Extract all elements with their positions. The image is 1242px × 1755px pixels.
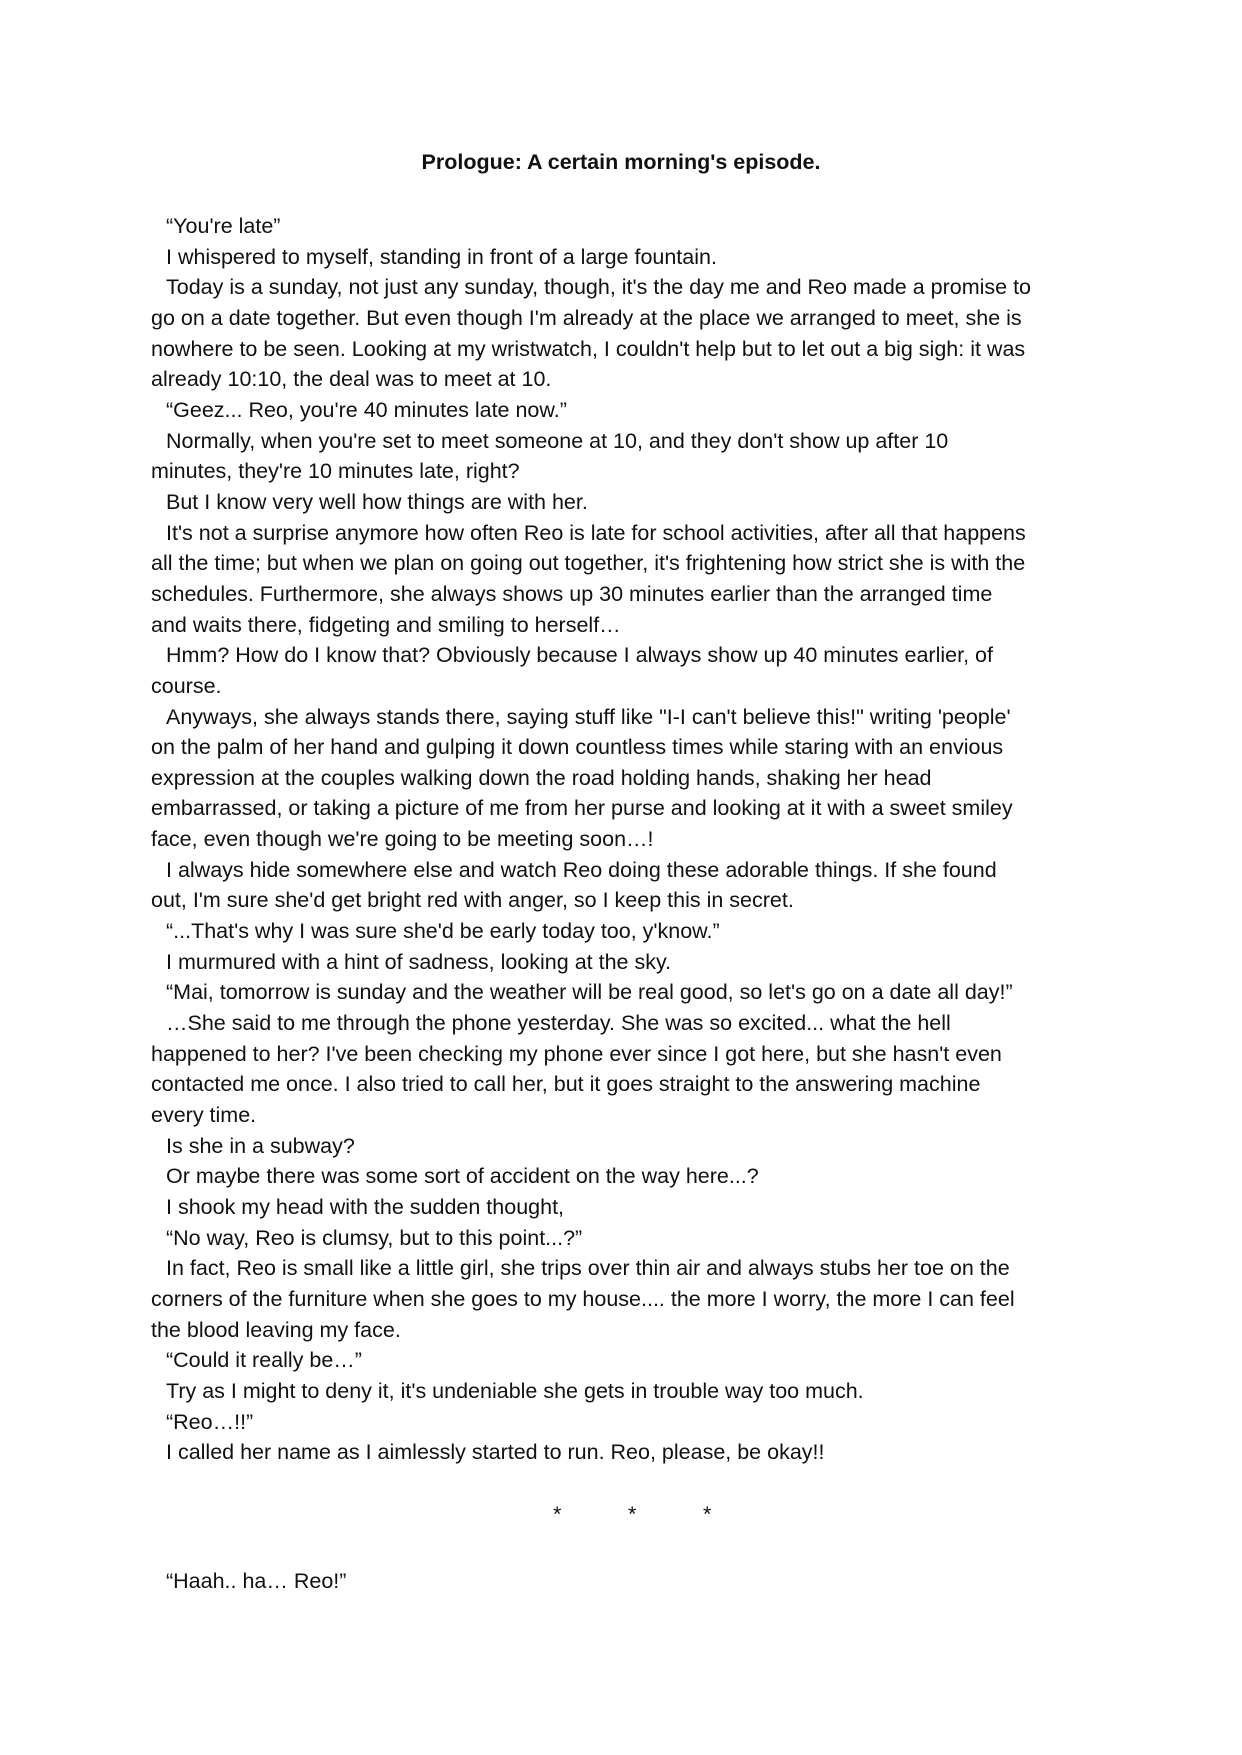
body-line: I murmured with a hint of sadness, looking at the sky. <box>166 949 672 974</box>
body-line: Anyways, she always stands there, saying stuff like "I-I can't believe this!" writing 'people' <box>166 704 1011 729</box>
body-line: already 10:10, the deal was to meet at 10. <box>151 367 552 392</box>
body-line: Try as I might to deny it, it's undeniable she gets in trouble way too much. <box>166 1378 864 1403</box>
body-line: “Geez... Reo, you're 40 minutes late now.” <box>166 397 567 422</box>
body-line: face, even though we're going to be meeting soon…! <box>151 827 654 852</box>
body-line: “Reo…!!” <box>166 1409 254 1434</box>
separator-star: * <box>553 1502 562 1526</box>
body-line: Or maybe there was some sort of accident on the way here...? <box>166 1164 759 1189</box>
separator-star: * <box>628 1502 637 1526</box>
separator-star: * <box>703 1502 712 1526</box>
body-line: all the time; but when we plan on going out together, it's frightening how strict she is with the <box>151 551 1026 576</box>
body-line: embarrassed, or taking a picture of me from her purse and looking at it with a sweet smiley <box>151 796 1013 821</box>
body-line: Is she in a subway? <box>166 1133 355 1158</box>
body-line: “You're late” <box>166 214 281 238</box>
body-line: I shook my head with the sudden thought, <box>166 1195 565 1219</box>
body-line: nowhere to be seen. Looking at my wristwatch, I couldn't help but to let out a big sigh: it was <box>151 336 1026 361</box>
body-line: I called her name as I aimlessly started to run. Reo, please, be okay!! <box>166 1440 825 1465</box>
body-line: contacted me once. I also tried to call her, but it goes straight to the answering machine <box>151 1072 981 1097</box>
body-line: the blood leaving my face. <box>151 1317 401 1342</box>
body-line: out, I'm sure she'd get bright red with anger, so I keep this in secret. <box>151 888 794 913</box>
body-line: every time. <box>151 1103 257 1128</box>
body-line: But I know very well how things are with her. <box>166 489 588 514</box>
body-line: It's not a surprise anymore how often Reo is late for school activities, after all that happens <box>166 520 1026 545</box>
scene-separator <box>0 1502 1242 1532</box>
body-line: on the palm of her hand and gulping it down countless times while staring with an envious <box>151 735 1004 760</box>
body-line: “Could it really be…” <box>166 1348 362 1373</box>
body-line: minutes, they're 10 minutes late, right? <box>151 459 520 484</box>
body-line: and waits there, fidgeting and smiling to herself… <box>151 612 621 637</box>
body-line: “Mai, tomorrow is sunday and the weather will be real good, so let's go on a date all day!” <box>166 980 1013 1005</box>
body-line: schedules. Furthermore, she always shows up 30 minutes earlier than the arranged time <box>151 581 993 606</box>
body-line: …She said to me through the phone yesterday. She was so excited... what the hell <box>166 1011 951 1036</box>
body-line: Hmm? How do I know that? Obviously because I always show up 40 minutes earlier, of <box>166 643 993 668</box>
body-line: happened to her? I've been checking my phone ever since I got here, but she hasn't even <box>151 1041 1002 1066</box>
body-line: Today is a sunday, not just any sunday, though, it's the day me and Reo made a promise to <box>166 275 1032 300</box>
body-line: expression at the couples walking down the road holding hands, shaking her head <box>151 765 932 790</box>
body-line: I always hide somewhere else and watch Reo doing these adorable things. If she found <box>166 857 997 882</box>
chapter-title: Prologue: A certain morning's episode. <box>421 150 821 174</box>
body-line: “No way, Reo is clumsy, but to this point...?” <box>166 1225 583 1250</box>
body-line: “Haah.. ha… Reo!” <box>166 1569 347 1593</box>
body-line: “...That's why I was sure she'd be early today too, y'know.” <box>166 919 720 944</box>
body-line: In fact, Reo is small like a little girl, she trips over thin air and always stubs her toe on the <box>166 1256 1010 1281</box>
body-line: corners of the furniture when she goes to my house.... the more I worry, the more I can feel <box>151 1286 1015 1311</box>
chapter-body <box>151 211 1111 1468</box>
body-line: I whispered to myself, standing in front of a large fountain. <box>166 244 717 269</box>
body-line: course. <box>151 673 222 698</box>
body-line: Normally, when you're set to meet someone at 10, and they don't show up after 10 <box>166 428 949 453</box>
body-line: go on a date together. But even though I'm already at the place we arranged to meet, she is <box>151 305 1022 330</box>
